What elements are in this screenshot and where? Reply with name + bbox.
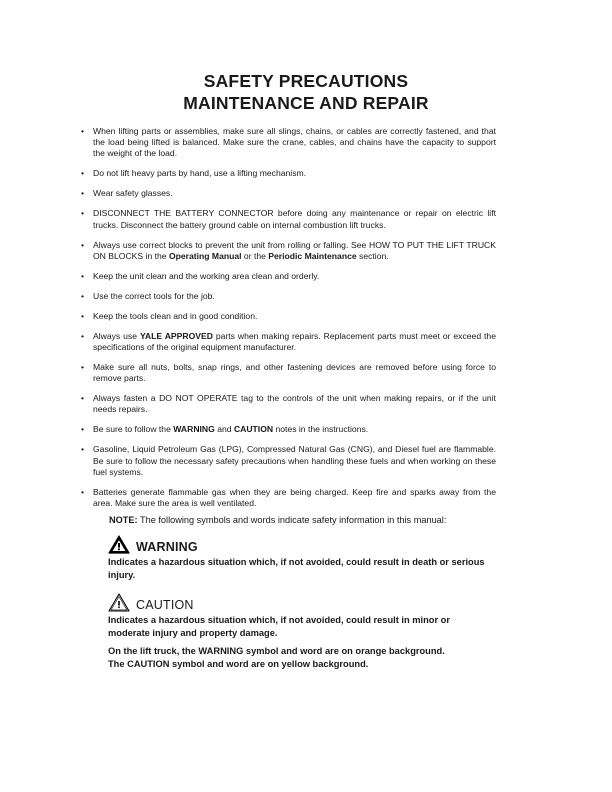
background-color-note [108,645,488,670]
warning-word: WARNING [136,540,198,554]
list-item: • Make sure all nuts, bolts, snap rings, and other fastening devices are removed before using force to remove parts. [80,362,496,384]
safety-bullet-list [80,126,496,518]
list-item-text: Be sure to follow the [93,424,174,435]
list-item: • Batteries generate flammable gas when they are being charged. Keep fire and sparks away from the area. Make sure the area is well ventilated. [80,487,496,509]
list-item: • Do not lift heavy parts by hand, use a lifting mechanism. [80,168,496,179]
page-subtitle: MAINTENANCE AND REPAIR [183,93,429,113]
list-item: • Always fasten a DO NOT OPERATE tag to the controls of the unit when making repairs, or if the unit needs repairs. [80,393,496,415]
list-item: • DISCONNECT THE BATTERY CONNECTOR before doing any maintenance or repair on electric lift trucks. Disconnect the battery ground cable on internal combustion lift trucks. [80,208,496,230]
list-item-text: Always use correct blocks to prevent the unit from rolling or falling. See HOW TO PUT THE LIFT TRUCK ON BLOCKS in the [93,239,496,261]
caution-description: Indicates a hazardous situation which, if not avoided, could result in minor or moderate injury and property damage. [108,615,450,638]
orange-background-line: On the lift truck, the WARNING symbol and word are on orange background. [108,646,445,656]
operating-manual-ref: Operating Manual [168,250,242,261]
note-paragraph [109,515,446,525]
caution-ref: CAUTION [233,424,274,435]
list-item [80,240,496,262]
warning-description: Indicates a hazardous situation which, if not avoided, could result in death or serious injury. [108,557,485,580]
page-title: SAFETY PRECAUTIONS [203,71,409,91]
list-item: • Use the correct tools for the job. [80,291,496,302]
periodic-maintenance-ref: Periodic Maintenance [268,250,357,261]
list-item: • When lifting parts or assemblies, make sure all slings, chains, or cables are correctly fastened, and that the load being lifted is balanced. Make sure the crane, cables, and chains have the capacity to support the weight of the load. [80,126,496,160]
note-label: NOTE: [109,515,138,525]
list-item [80,331,496,353]
list-item [80,424,496,435]
yale-approved-text: YALE APPROVED [139,330,213,341]
list-item-text: section. [356,250,389,261]
yellow-background-line: The CAUTION symbol and word are on yellow background. [108,658,369,669]
list-item-text: notes in the instructions. [273,424,369,435]
list-item: • Wear safety glasses. [80,188,496,199]
caution-word: CAUTION [136,598,194,612]
list-item-text: or the [241,250,269,261]
note-text: The following symbols and words indicate safety information in this manual: [137,515,447,525]
list-item-text: parts when making repairs. Replacement parts must meet or exceed the specifications of the original equipment manufacturer. [93,330,496,353]
list-item: • Keep the tools clean and in good condition. [80,311,496,322]
list-item-text: and [214,424,234,435]
warning-ref: WARNING [173,424,215,435]
list-item: • Gasoline, Liquid Petroleum Gas (LPG), Compressed Natural Gas (CNG), and Diesel fuel are flammable. Be sure to follow the necessary safety precautions when handling these fuels and when working on these fuel systems. [80,444,496,478]
list-item: • Keep the unit clean and the working area clean and orderly. [80,271,496,282]
list-item-text: Always use [93,330,140,341]
